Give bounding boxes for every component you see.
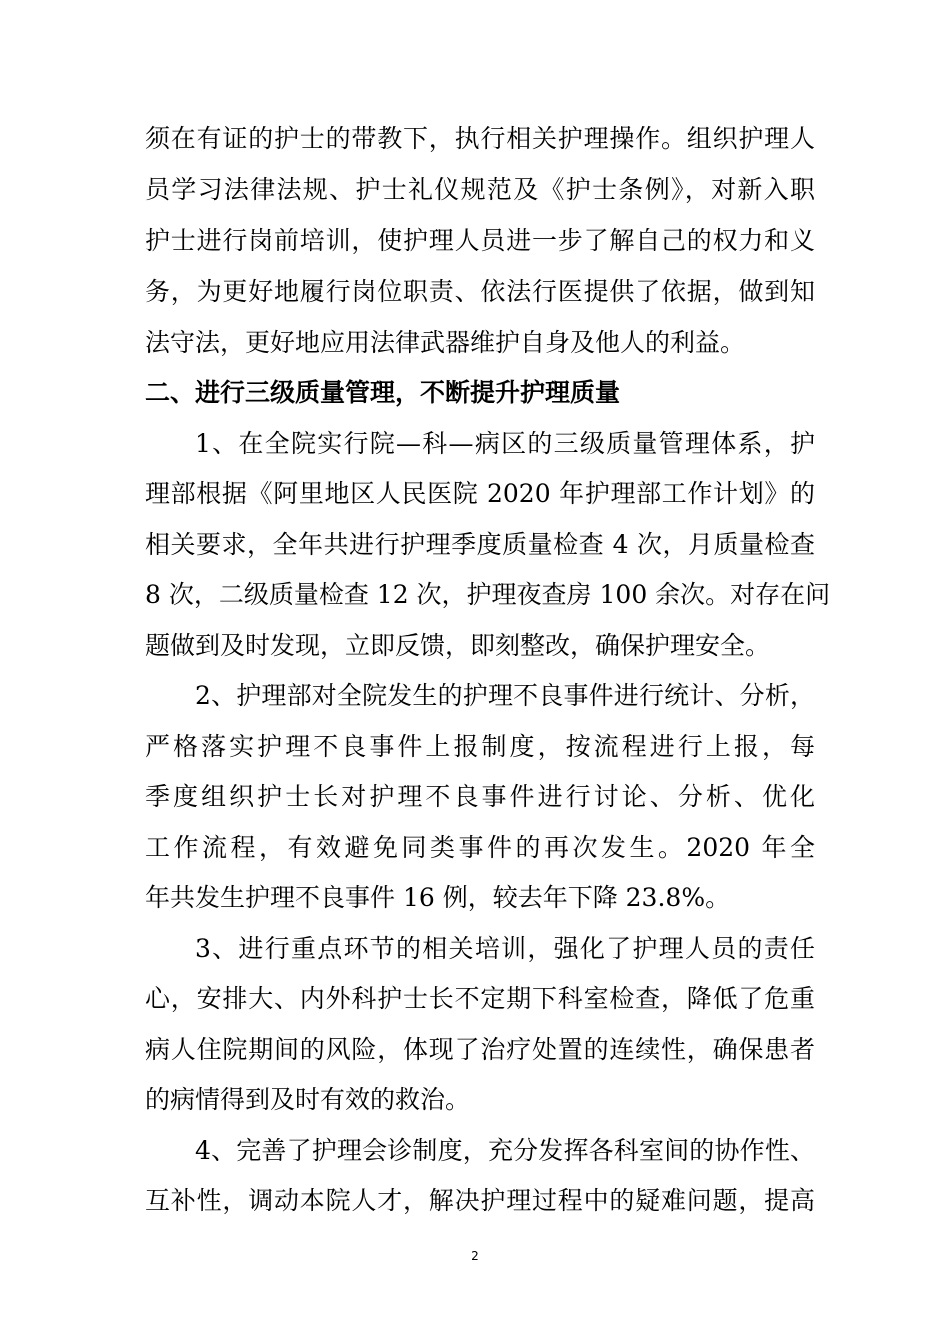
- text-line: 护士进行岗前培训，使护理人员进一步了解自己的权力和义: [145, 226, 815, 255]
- text-line: 互补性，调动本院人才，解决护理过程中的疑难问题，提高: [145, 1186, 815, 1215]
- text-line: 理部根据《阿里地区人民医院 2020 年护理部工作计划》的: [145, 479, 815, 508]
- text-line: 3、进行重点环节的相关培训，强化了护理人员的责任: [195, 934, 815, 963]
- text-line: 题做到及时发现，立即反馈，即刻整改，确保护理安全。: [145, 631, 771, 660]
- text-line: 2、护理部对全院发生的护理不良事件进行统计、分析，: [195, 681, 815, 710]
- text-line: 季度组织护士长对护理不良事件进行讨论、分析、优化: [145, 782, 815, 811]
- page-number: 2: [471, 1249, 479, 1263]
- text-line: 法守法，更好地应用法律武器维护自身及他人的利益。: [145, 328, 746, 357]
- text-line: 须在有证的护士的带教下，执行相关护理操作。组织护理人: [145, 124, 815, 153]
- text-line: 病人住院期间的风险，体现了治疗处置的连续性，确保患者: [145, 1035, 815, 1064]
- text-line: 8 次，二级质量检查 12 次，护理夜查房 100 余次。对存在问: [145, 580, 831, 609]
- section-heading: 二、进行三级质量管理，不断提升护理质量: [145, 378, 621, 407]
- text-line: 工作流程，有效避免同类事件的再次发生。2020 年全: [145, 833, 815, 862]
- text-line: 年共发生护理不良事件 16 例，较去年下降 23.8%。: [145, 883, 731, 912]
- text-line: 员学习法律法规、护士礼仪规范及《护士条例》，对新入职: [145, 175, 815, 204]
- text-line: 1、在全院实行院—科—病区的三级质量管理体系，护: [195, 429, 815, 458]
- text-line: 的病情得到及时有效的救治。: [145, 1085, 471, 1114]
- text-line: 务，为更好地履行岗位职责、依法行医提供了依据，做到知: [145, 277, 815, 306]
- text-line: 相关要求，全年共进行护理季度质量检查 4 次，月质量检查: [145, 530, 815, 559]
- text-line: 严格落实护理不良事件上报制度，按流程进行上报，每: [145, 732, 815, 761]
- text-line: 心，安排大、内外科护士长不定期下科室检查，降低了危重: [145, 984, 815, 1013]
- text-line: 4、完善了护理会诊制度，充分发挥各科室间的协作性、: [195, 1136, 815, 1165]
